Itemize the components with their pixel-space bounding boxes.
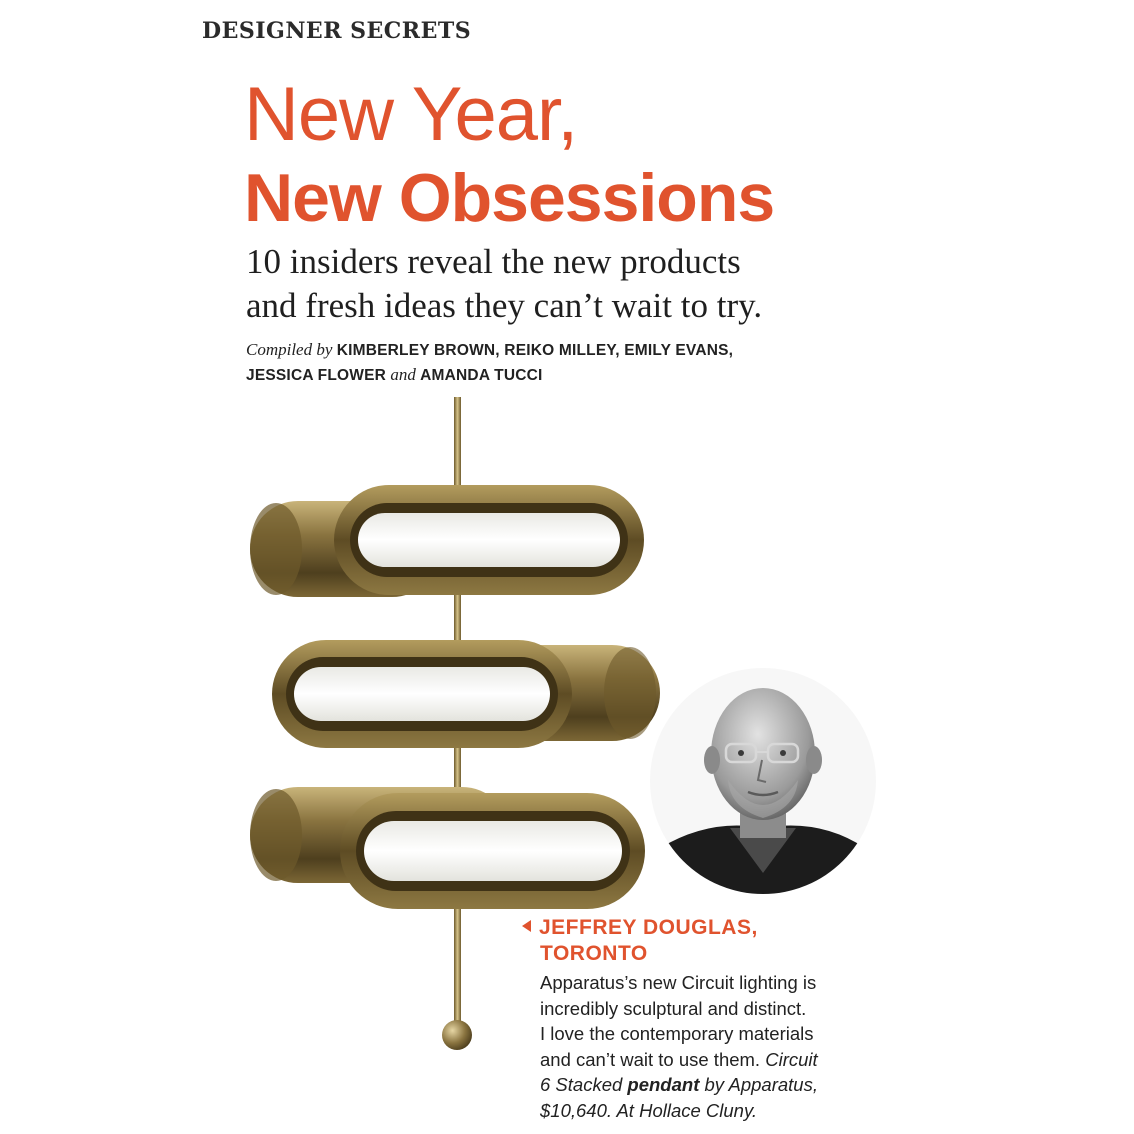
- lamp-module-middle: [272, 640, 660, 748]
- product-name-a: Circuit: [765, 1048, 818, 1070]
- credits-name-jessica: JESSICA FLOWER: [246, 367, 387, 384]
- credits-line-2: [246, 363, 846, 388]
- product-keyword: pendant: [627, 1074, 700, 1095]
- designer-portrait: [650, 668, 876, 894]
- price-source: $10,640. At Hollace Cluny.: [540, 1099, 757, 1121]
- quote-line-4-text: and can’t wait to use them.: [540, 1048, 761, 1070]
- lamp-finial: [442, 1020, 472, 1050]
- credits: [246, 338, 846, 388]
- quote-line-5: [540, 1072, 880, 1098]
- section-label: DESIGNER SECRETS: [202, 18, 472, 44]
- left-triangle-icon: [522, 920, 531, 932]
- insider-name: JEFFREY DOUGLAS,: [539, 916, 758, 939]
- credits-prefix: Compiled by: [246, 340, 333, 359]
- product-name-c: by Apparatus,: [704, 1074, 818, 1095]
- quote-line-2: incredibly sculptural and distinct.: [540, 997, 807, 1019]
- insider-city: TORONTO: [540, 942, 648, 965]
- lamp-module-bottom: [250, 787, 645, 909]
- product-name-b: 6 Stacked: [540, 1074, 623, 1095]
- credits-name-amanda: AMANDA TUCCI: [420, 367, 543, 384]
- quote-line-3: I love the contemporary materials: [540, 1023, 814, 1044]
- deck-line-1: 10 insiders reveal the new products: [246, 242, 741, 281]
- headline-line-2: New Obsessions: [244, 160, 775, 236]
- headline-line-1: New Year,: [244, 72, 578, 157]
- quote-line-4: [540, 1047, 880, 1073]
- quote-line-1: Apparatus’s new Circuit lighting is: [540, 972, 817, 993]
- credits-line-1: [246, 338, 846, 363]
- credits-names-1: KIMBERLEY BROWN, REIKO MILLEY, EMILY EVANS,: [336, 342, 734, 359]
- lamp-module-top: [250, 485, 644, 597]
- deck-line-2: and fresh ideas they can’t wait to try.: [246, 286, 763, 325]
- insider-name-block: [522, 915, 758, 967]
- deck: [246, 240, 846, 328]
- credits-conjunction: and: [390, 365, 416, 384]
- insider-quote: [540, 970, 880, 1123]
